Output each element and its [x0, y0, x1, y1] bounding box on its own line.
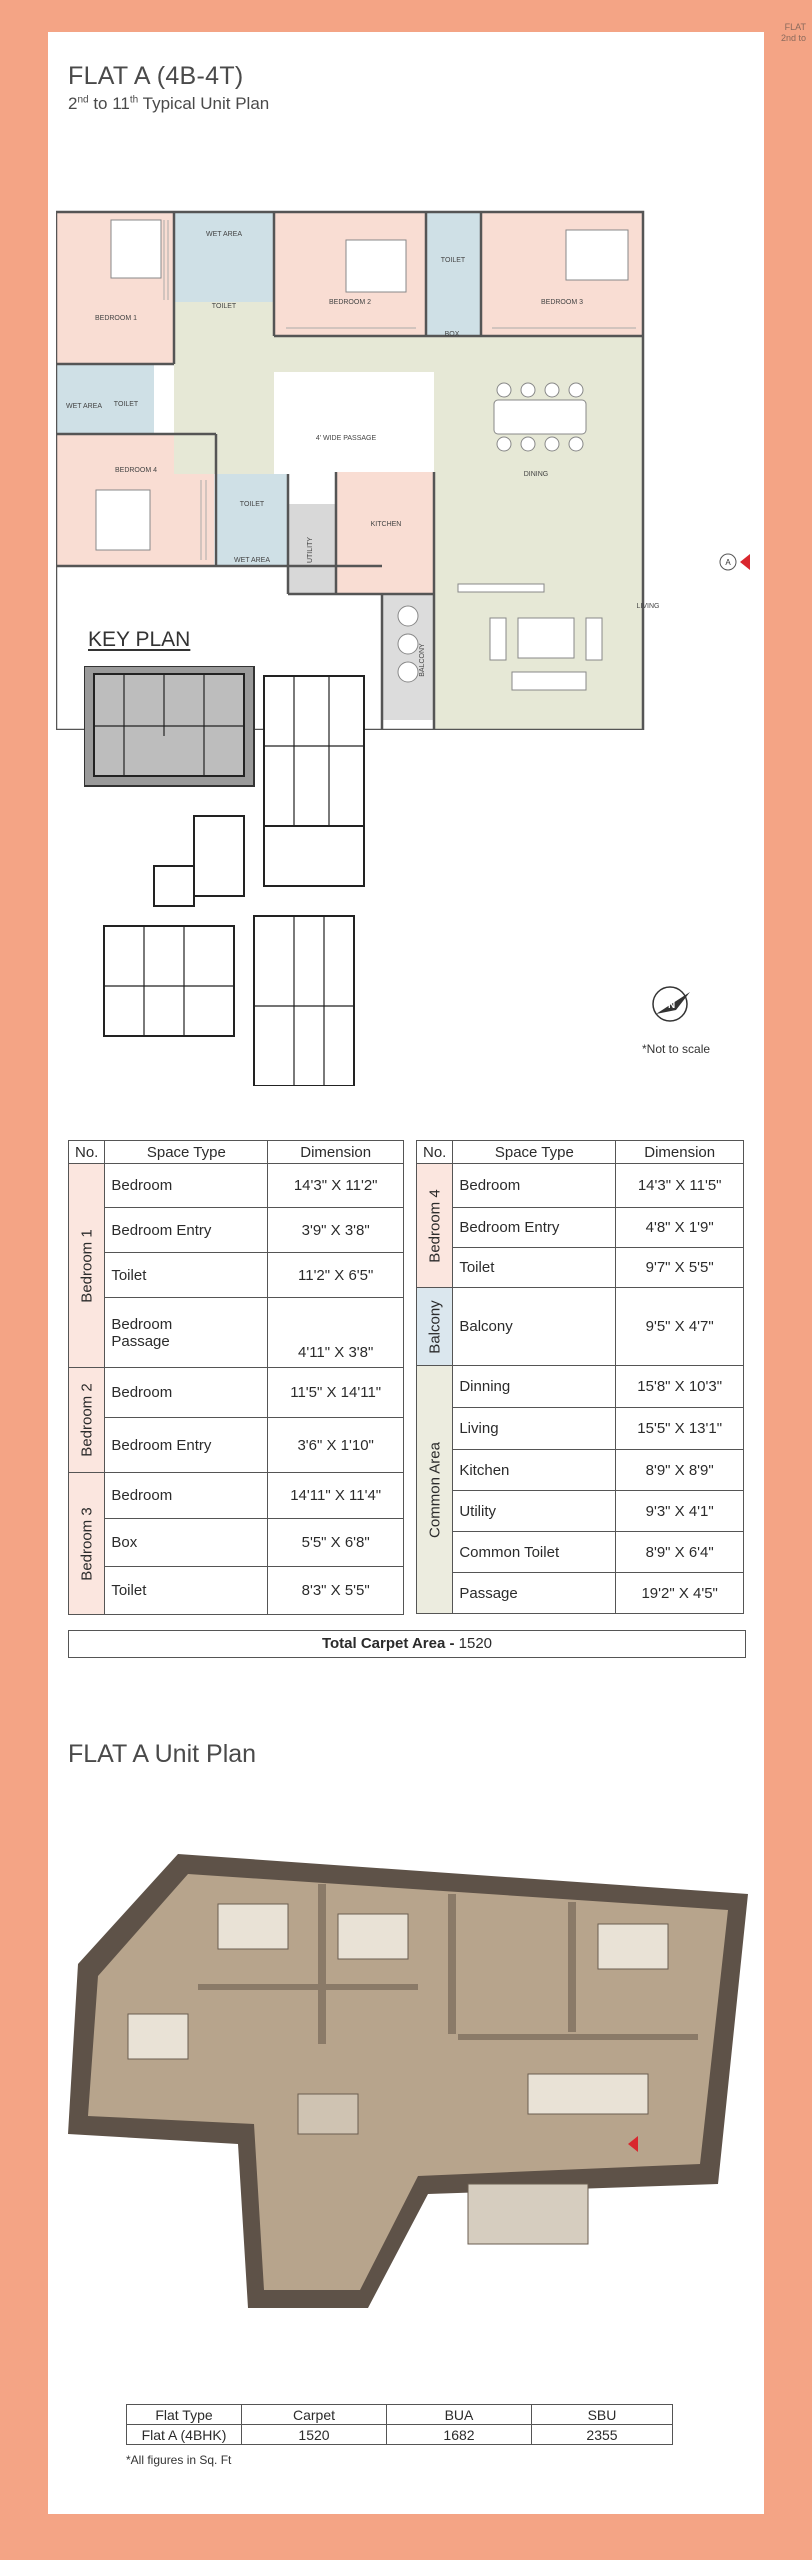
plan-label-balcony: BALCONY	[419, 643, 426, 677]
col-header-space-type: Space Type	[453, 1141, 616, 1164]
dimension-cell: 3'6" X 1'10"	[268, 1418, 404, 1473]
summary-flat-type: Flat A (4BHK)	[127, 2425, 242, 2445]
space-cell: Living	[453, 1408, 616, 1450]
space-cell: Common Toilet	[453, 1532, 616, 1573]
space-cell: Dinning	[453, 1366, 616, 1408]
summary-header-bua: BUA	[387, 2405, 532, 2425]
plan-label-wet-area-bottom: WET AREA	[233, 557, 271, 564]
space-cell: Bedroom Entry	[105, 1208, 268, 1253]
dimension-cell: 9'7" X 5'5"	[616, 1248, 744, 1288]
dimension-cell: 8'9" X 6'4"	[616, 1532, 744, 1573]
dimension-cell: 15'5" X 13'1"	[616, 1408, 744, 1450]
entry-marker-label: A	[725, 558, 731, 567]
table-row	[417, 1248, 744, 1288]
north-compass-icon	[646, 980, 716, 1050]
col-header-dimension: Dimension	[268, 1141, 404, 1164]
dimension-cell: 14'3" X 11'5"	[616, 1164, 744, 1208]
space-cell: Bedroom Entry	[105, 1418, 268, 1473]
space-cell: Bedroom	[105, 1473, 268, 1519]
corner-note	[781, 22, 806, 44]
table-header-row	[417, 1141, 744, 1164]
table-row	[69, 1298, 404, 1368]
space-cell: Bedroom	[105, 1368, 268, 1418]
flat-summary-table	[126, 2404, 673, 2445]
corner-note-line2: 2nd to	[780, 33, 806, 43]
figures-note: *All figures in Sq. Ft	[126, 2453, 232, 2467]
dimension-cell: 8'9" X 8'9"	[616, 1450, 744, 1491]
dimension-cell: 4'11" X 3'8"	[268, 1298, 404, 1368]
summary-row	[127, 2425, 673, 2445]
table-row	[417, 1491, 744, 1532]
plan-label-toilet-top: TOILET	[211, 303, 237, 310]
plan-label-bedroom-2: BEDROOM 2	[328, 299, 372, 306]
subtitle-from: 2	[68, 94, 78, 113]
summary-header-row	[127, 2405, 673, 2425]
plan-label-dining: DINING	[523, 471, 549, 478]
table-header-row	[69, 1141, 404, 1164]
plan-label-bedroom-1: BEDROOM 1	[94, 315, 138, 322]
col-header-no: No.	[417, 1141, 453, 1164]
central-passage	[174, 302, 274, 474]
dimension-cell: 14'11" X 11'4"	[268, 1473, 404, 1519]
dimension-cell: 11'2" X 6'5"	[268, 1253, 404, 1298]
group-label-bedroom-2: Bedroom 2	[69, 1368, 105, 1473]
space-cell: Toilet	[105, 1253, 268, 1298]
table-row	[417, 1573, 744, 1614]
space-cell: Bedroom Entry	[453, 1208, 616, 1248]
table-row	[417, 1450, 744, 1491]
col-header-space-type: Space Type	[105, 1141, 268, 1164]
total-carpet-area	[68, 1630, 746, 1658]
group-label-bedroom-1: Bedroom 1	[69, 1164, 105, 1368]
dimension-cell: 14'3" X 11'2"	[268, 1164, 404, 1208]
table-row	[69, 1208, 404, 1253]
left-wet-area-room	[56, 364, 154, 434]
dimension-cell: 5'5" X 6'8"	[268, 1519, 404, 1567]
dimension-cell: 19'2" X 4'5"	[616, 1573, 744, 1614]
plan-label-toilet-bottom: TOILET	[239, 501, 265, 508]
summary-header-sbu: SBU	[532, 2405, 673, 2425]
corner-note-line1: FLAT	[784, 22, 806, 32]
dimension-cell: 11'5" X 14'11"	[268, 1368, 404, 1418]
table-row	[69, 1567, 404, 1615]
col-header-dimension: Dimension	[616, 1141, 744, 1164]
table-row	[69, 1164, 404, 1208]
bedroom-3-toilet-room	[426, 212, 481, 336]
page-subtitle	[68, 94, 269, 114]
table-row	[417, 1288, 744, 1366]
space-cell: Box	[105, 1519, 268, 1567]
space-cell: Passage	[453, 1573, 616, 1614]
table-row	[417, 1164, 744, 1208]
page-title: FLAT A (4B-4T)	[68, 62, 244, 90]
space-cell: Balcony	[453, 1288, 616, 1366]
table-row	[69, 1519, 404, 1567]
bottom-toilet-room	[216, 474, 288, 566]
plan-label-wet-area-left: WET AREA	[65, 403, 103, 410]
plan-label-wet-area-top: WET AREA	[205, 231, 243, 238]
key-plan-title: KEY PLAN	[88, 628, 191, 651]
dimension-cell: 9'5" X 4'7"	[616, 1288, 744, 1366]
summary-bua: 1682	[387, 2425, 532, 2445]
total-value: 1520	[458, 1635, 493, 1652]
space-line-1: Bedroom	[111, 1315, 173, 1333]
dimension-cell: 9'3" X 4'1"	[616, 1491, 744, 1532]
area-table-right	[416, 1140, 744, 1614]
table-row	[417, 1366, 744, 1408]
table-row	[69, 1418, 404, 1473]
plan-label-box: BOX	[444, 331, 460, 338]
area-table-left	[68, 1140, 404, 1615]
summary-header-flat-type: Flat Type	[127, 2405, 242, 2425]
dimension-cell: 15'8" X 10'3"	[616, 1366, 744, 1408]
passage-room	[274, 336, 642, 372]
space-line-2: Passage	[111, 1332, 170, 1350]
subtitle-to-sup: th	[129, 94, 139, 106]
plan-label-bedroom-3: BEDROOM 3	[540, 299, 584, 306]
compass-letter: N	[668, 1000, 676, 1011]
isometric-unit-render	[68, 1814, 748, 2308]
dimension-cell: 8'3" X 5'5"	[268, 1567, 404, 1615]
top-wet-area-room	[174, 212, 274, 302]
group-label-common-area: Common Area	[417, 1366, 453, 1614]
plan-label-toilet-b3: TOILET	[440, 257, 466, 264]
total-label: Total Carpet Area -	[321, 1635, 459, 1652]
summary-carpet: 1520	[242, 2425, 387, 2445]
summary-header-carpet: Carpet	[242, 2405, 387, 2425]
group-label-bedroom-3: Bedroom 3	[69, 1473, 105, 1615]
table-row	[69, 1368, 404, 1418]
group-label-bedroom-4: Bedroom 4	[417, 1164, 453, 1288]
plan-label-passage: 4' WIDE PASSAGE	[315, 435, 377, 442]
space-cell	[105, 1298, 268, 1368]
space-cell: Bedroom	[105, 1164, 268, 1208]
space-cell: Utility	[453, 1491, 616, 1532]
plan-label-toilet-left: TOILET	[113, 401, 139, 408]
subtitle-mid: to 11	[88, 94, 130, 113]
col-header-no: No.	[69, 1141, 105, 1164]
table-row	[69, 1253, 404, 1298]
summary-sbu: 2355	[532, 2425, 673, 2445]
not-to-scale-note: *Not to scale	[642, 1042, 711, 1056]
plan-label-kitchen: KITCHEN	[370, 521, 402, 528]
plan-label-living: LIVING	[636, 603, 660, 610]
plan-label-bedroom-4: BEDROOM 4	[114, 467, 158, 474]
space-cell: Toilet	[105, 1567, 268, 1615]
table-row	[417, 1532, 744, 1573]
unit-plan-title: FLAT A Unit Plan	[68, 1740, 257, 1768]
subtitle-rest: Typical Unit Plan	[138, 94, 270, 113]
table-row	[417, 1408, 744, 1450]
table-row	[417, 1208, 744, 1248]
kitchen-room	[336, 472, 434, 594]
key-plan-drawing	[84, 666, 414, 1086]
dimension-cell: 4'8" X 1'9"	[616, 1208, 744, 1248]
space-cell: Kitchen	[453, 1450, 616, 1491]
table-row	[69, 1473, 404, 1519]
brochure-sheet	[48, 32, 764, 2514]
space-cell: Toilet	[453, 1248, 616, 1288]
subtitle-from-sup: nd	[77, 94, 89, 106]
plan-label-utility: UTILITY	[307, 536, 314, 564]
group-label-balcony: Balcony	[417, 1288, 453, 1366]
dimension-cell: 3'9" X 3'8"	[268, 1208, 404, 1253]
space-cell: Bedroom	[453, 1164, 616, 1208]
